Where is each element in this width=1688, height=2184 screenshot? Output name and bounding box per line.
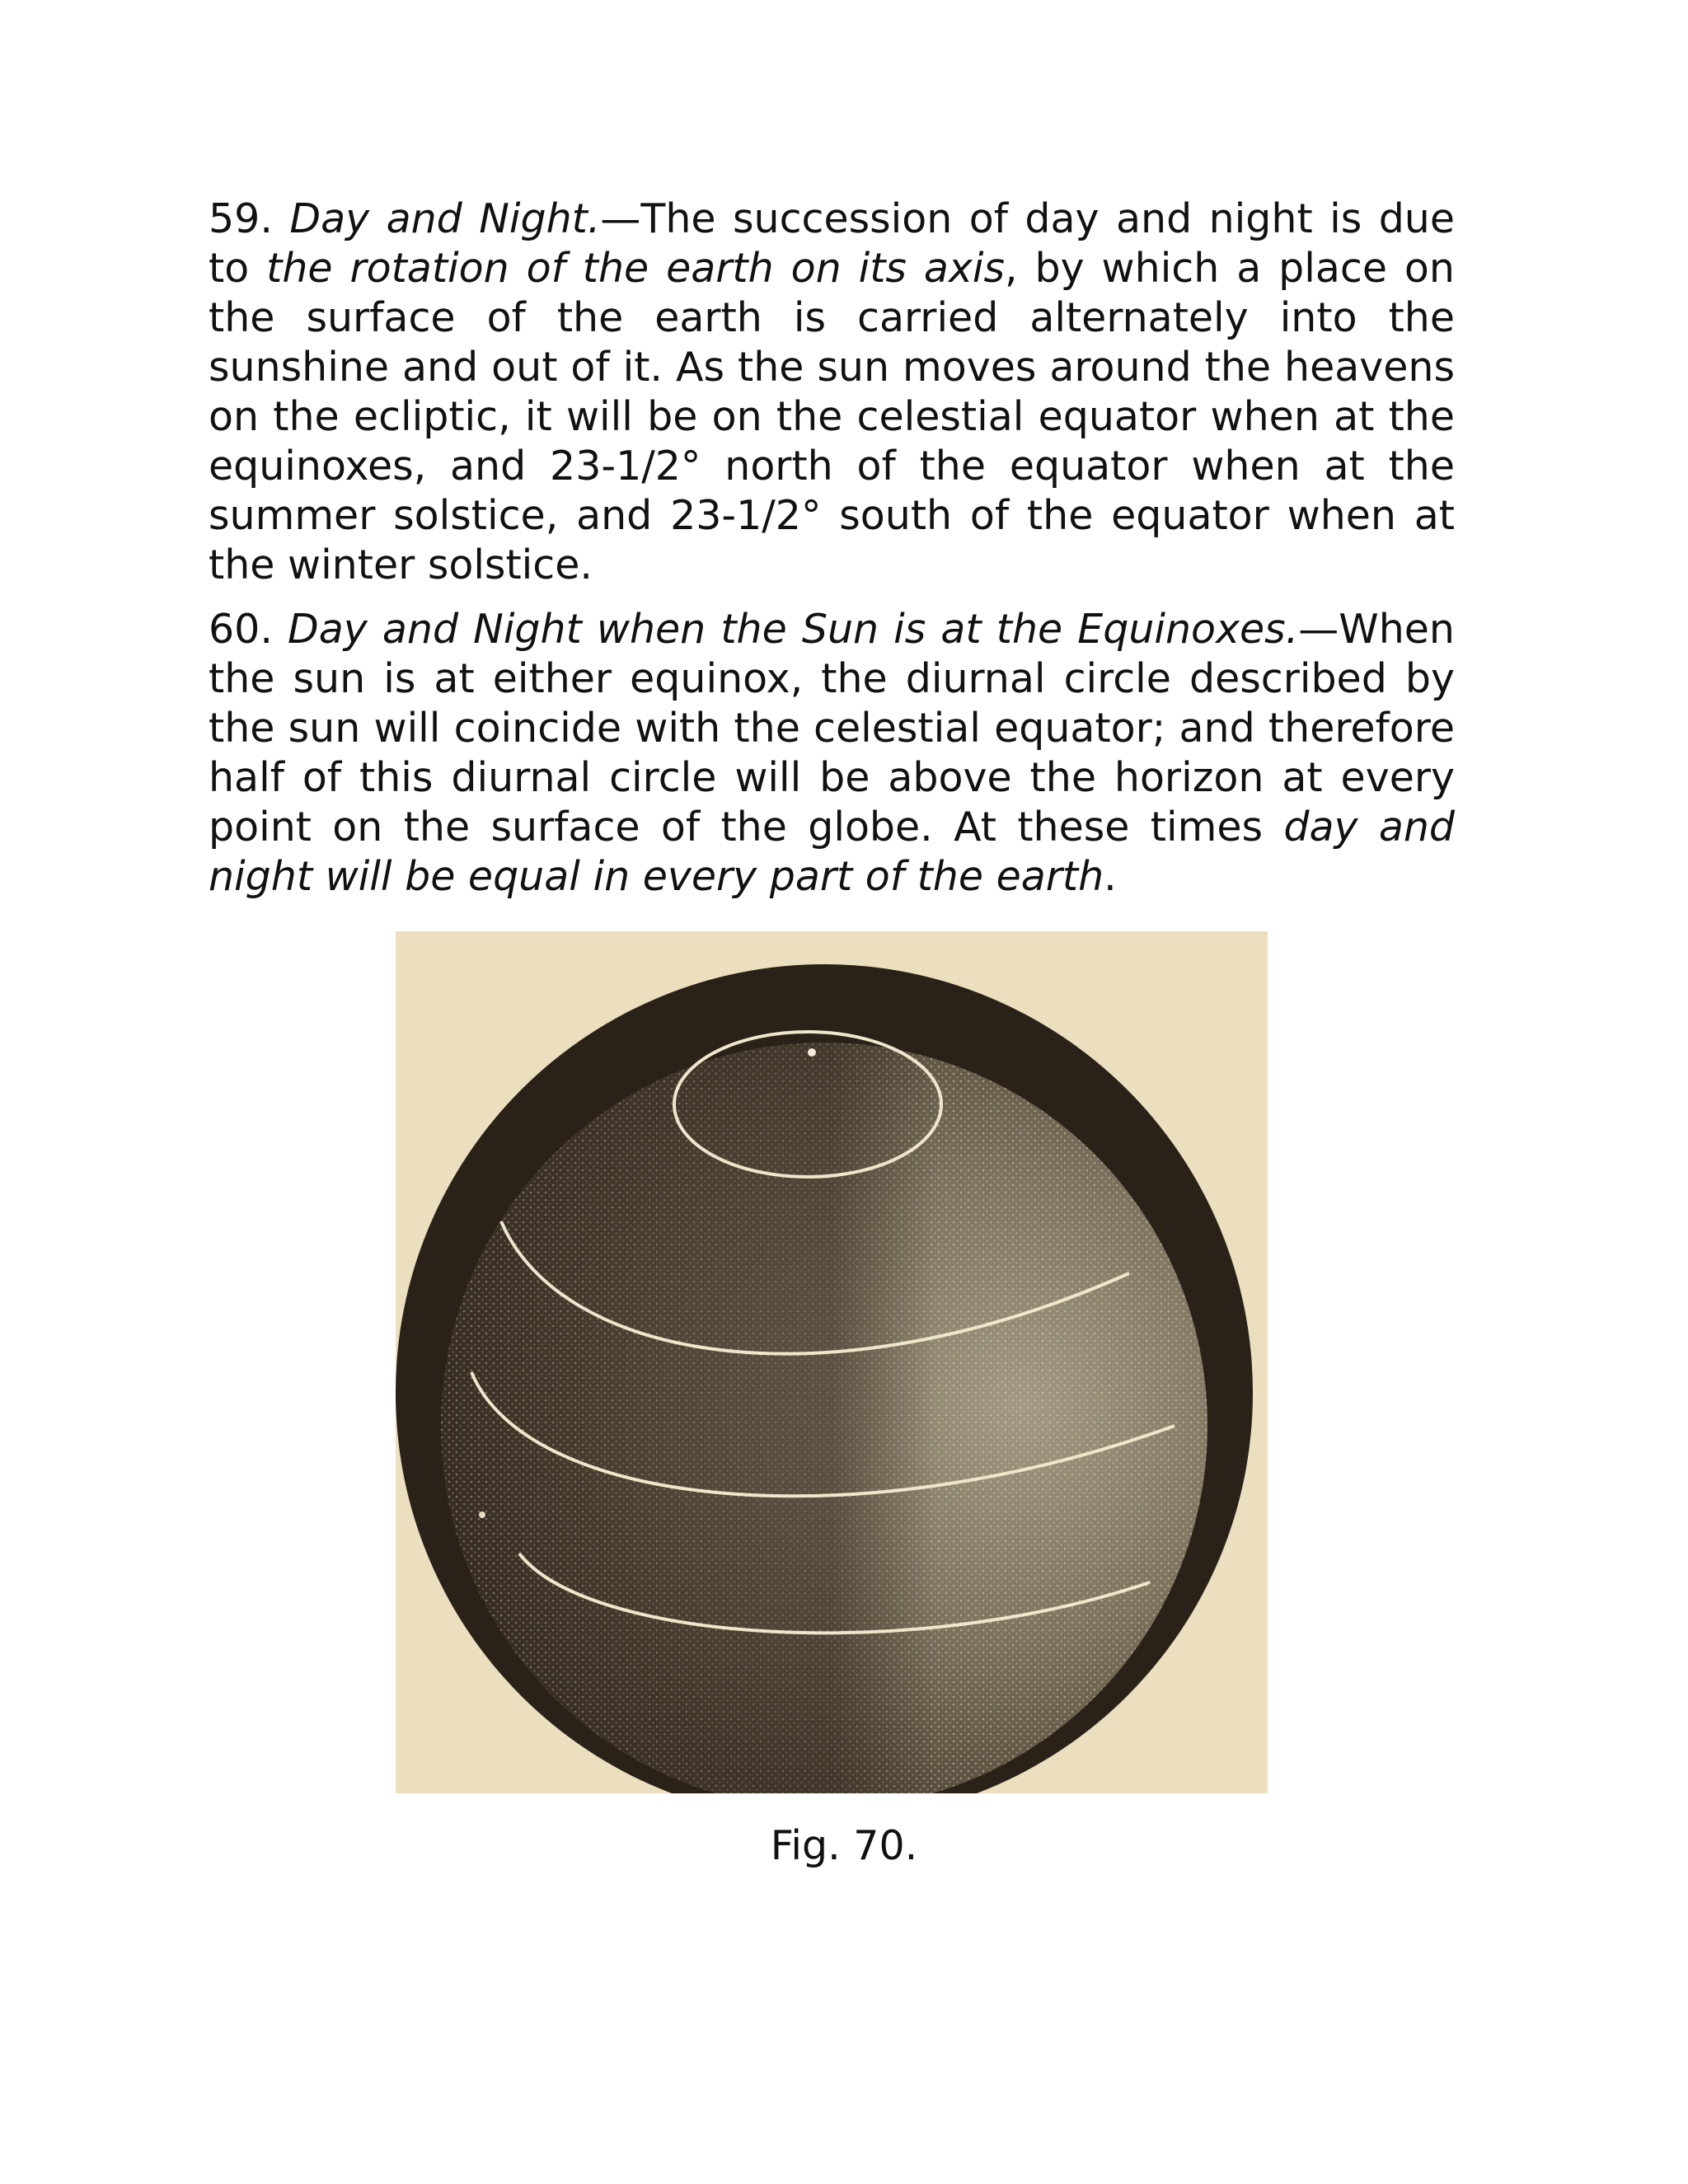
globe-illustration [396, 931, 1268, 1793]
pole-dot [808, 1048, 816, 1057]
paragraph-text: When the sun is at either equinox, the diurnal circle described by the sun will coincide with the celestial equator; and therefore half of this diurnal circle will be above the horizon at every point on the surface of the globe. At these times [209, 606, 1455, 851]
emphasized-text: the rotation of the earth on its axis [266, 245, 1006, 292]
globe-speck [479, 1511, 485, 1518]
section-heading: Day and Night when the Sun is at the Equinoxes. [288, 606, 1299, 653]
paragraph-59 [209, 194, 1455, 590]
section-heading: Day and Night. [289, 195, 601, 242]
paragraph-text: . [1104, 853, 1117, 900]
em-dash: — [1298, 606, 1339, 653]
paragraph-number: 60. [209, 606, 288, 653]
paragraph-text: The succession of day and night is due to [209, 195, 1455, 292]
figure-caption: Fig. 70. [770, 1822, 918, 1869]
page-text [209, 194, 1455, 916]
globe-figure-svg [396, 931, 1268, 1793]
emphasized-text: day and night will be equal in every part of the earth [209, 804, 1456, 900]
paragraph-number: 59. [209, 195, 290, 242]
paragraph-text: , by which a place on the surface of the earth is carried alternately into the sunshine and out of it. As the sun moves around the heavens on the ecliptic, it will be on the celestial equator when at the equinoxes, and 23-1/2° north of the equator when at the summer solstice, and 23-1/2° south of the equator when at the winter solstice. [209, 245, 1455, 588]
em-dash: — [600, 195, 641, 242]
paragraph-60 [209, 605, 1455, 902]
